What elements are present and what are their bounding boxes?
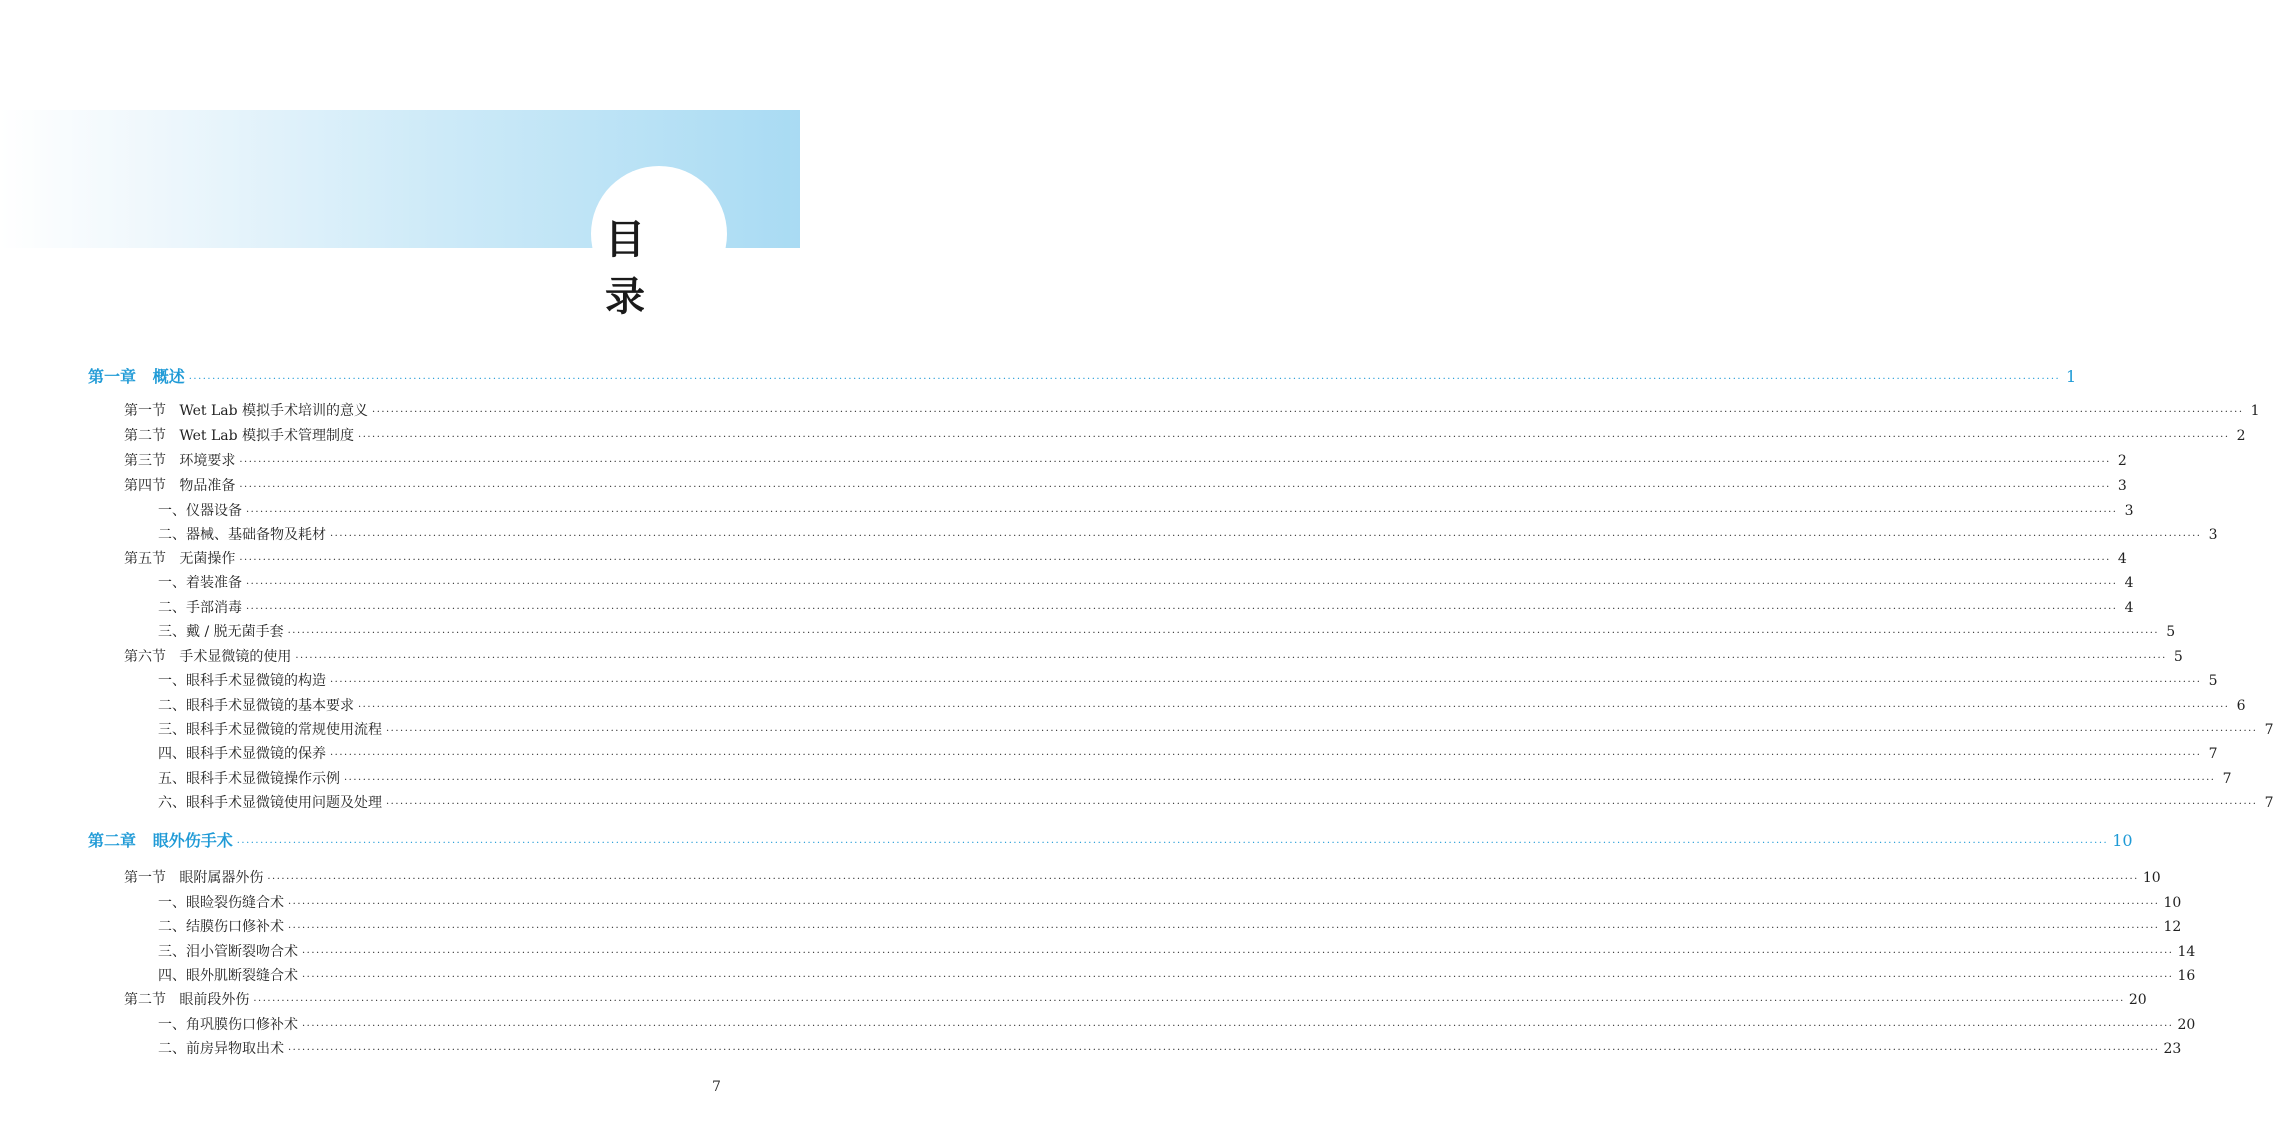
toc-entry-page: 7 — [2208, 746, 2218, 762]
toc-entry-page: 6 — [2236, 698, 2246, 714]
toc-entry-label: 三、泪小管断裂吻合术 — [158, 944, 298, 960]
toc-entry-label: 第五节 无菌操作 — [124, 551, 236, 567]
leader-dots: ················································································································································································································································································································································································································ — [288, 923, 2160, 934]
toc-entry-page: 7 — [2264, 722, 2273, 738]
toc-entry-label: 第二章 眼外伤手术 — [88, 831, 233, 850]
toc-section-entry[interactable] — [0, 547, 2127, 571]
toc-entry-label: 第六节 手术显微镜的使用 — [124, 649, 292, 665]
toc-item-entry[interactable] — [0, 940, 2196, 964]
toc-entry-page: 20 — [2177, 1017, 2196, 1033]
toc-entry-page: 1 — [2250, 403, 2260, 419]
toc-entry-label: 第一节 眼附属器外伤 — [124, 870, 264, 886]
leader-dots: ················································································································································································································································································································································································································ — [302, 948, 2174, 959]
toc-entry-page: 12 — [2163, 919, 2182, 935]
toc-entry-page: 10 — [2163, 895, 2182, 911]
leader-dots: ················································································································································································································································································································································································································ — [344, 775, 2216, 786]
toc-item-entry[interactable] — [0, 742, 2218, 766]
leader-dots: ················································································································································································································································································································································································································ — [188, 374, 2061, 385]
leader-dots: ················································································································································································································································································································································································································ — [358, 432, 2230, 443]
toc-entry-page: 23 — [2163, 1041, 2182, 1057]
toc-entry-page: 14 — [2177, 944, 2196, 960]
toc-entry-label: 一、仪器设备 — [158, 503, 242, 519]
leader-dots: ················································································································································································································································································································································································································ — [239, 555, 2111, 566]
leader-dots: ················································································································································································································································································································································································································ — [302, 972, 2174, 983]
toc-entry-page: 2 — [2117, 453, 2127, 469]
toc-entry-label: 第一节 Wet Lab 模拟手术培训的意义 — [124, 403, 369, 419]
toc-item-entry[interactable] — [0, 915, 2182, 939]
leader-dots: ················································································································································································································································································································································································································ — [372, 407, 2244, 418]
toc-section-entry[interactable] — [0, 474, 2127, 498]
toc-entry-label: 二、结膜伤口修补术 — [158, 919, 284, 935]
toc-item-entry[interactable] — [0, 523, 2218, 547]
toc-entry-page: 4 — [2124, 600, 2134, 616]
leader-dots: ················································································································································································································································································································································································································ — [246, 507, 2118, 518]
toc-entry-label: 二、手部消毒 — [158, 600, 242, 616]
toc-section-entry[interactable] — [0, 645, 2183, 669]
toc-item-entry[interactable] — [0, 1013, 2196, 1037]
toc-entry-label: 第二节 眼前段外伤 — [124, 992, 250, 1008]
leader-dots: ················································································································································································································································································································································································································ — [386, 799, 2258, 810]
toc-item-entry[interactable] — [0, 571, 2134, 595]
toc-entry-label: 第三节 环境要求 — [124, 453, 236, 469]
leader-dots: ················································································································································································································································································································································································································ — [246, 579, 2118, 590]
toc-section-entry[interactable] — [0, 424, 2246, 448]
leader-dots: ················································································································································································································································································································································································································ — [330, 531, 2202, 542]
toc-entry-label: 一、眼科手术显微镜的构造 — [158, 673, 326, 689]
toc-entry-label: 一、着装准备 — [158, 575, 242, 591]
toc-entry-page: 3 — [2124, 503, 2134, 519]
toc-item-entry[interactable] — [0, 620, 2176, 644]
leader-dots: ················································································································································································································································································································································································································ — [330, 677, 2202, 688]
toc-item-entry[interactable] — [0, 694, 2246, 718]
leader-dots: ················································································································································································································································································································································································································ — [302, 1021, 2174, 1032]
toc-item-entry[interactable] — [0, 718, 2273, 742]
leader-dots: ················································································································································································································································································································································································································ — [358, 702, 2230, 713]
page-title: 目 录 — [605, 217, 659, 320]
leader-dots: ················································································································································································································································································································································································································ — [330, 750, 2202, 761]
toc-item-entry[interactable] — [0, 791, 2273, 815]
leader-dots: ················································································································································································································································································································································································································ — [288, 899, 2160, 910]
toc-item-entry[interactable] — [0, 499, 2134, 523]
toc-item-entry[interactable] — [0, 669, 2218, 693]
leader-dots: ················································································································································································································································································································································································································ — [239, 482, 2111, 493]
toc-entry-label: 五、眼科手术显微镜操作示例 — [158, 771, 340, 787]
toc-entry-label: 第一章 概述 — [88, 367, 185, 386]
leader-dots: ················································································································································································································································································································································································································ — [288, 1045, 2160, 1056]
leader-dots: ················································································································································································································································································································································································································ — [236, 838, 2109, 849]
toc-entry-page: 5 — [2166, 624, 2176, 640]
leader-dots: ················································································································································································································································································································································································································ — [267, 874, 2139, 885]
leader-dots: ················································································································································································································································································································································································································ — [386, 726, 2258, 737]
leader-dots: ················································································································································································································································································································································································································ — [239, 457, 2111, 468]
toc-entry-label: 第二节 Wet Lab 模拟手术管理制度 — [124, 428, 355, 444]
toc-section-entry[interactable] — [0, 988, 2147, 1012]
toc-section-entry[interactable] — [0, 866, 2161, 890]
toc-section-entry[interactable] — [0, 399, 2260, 423]
toc-entry-page: 7 — [2264, 795, 2273, 811]
leader-dots: ················································································································································································································································································································································································································ — [246, 604, 2118, 615]
toc-chapter-entry[interactable] — [0, 365, 2077, 389]
toc-entry-page: 20 — [2128, 992, 2147, 1008]
toc-entry-page: 3 — [2208, 527, 2218, 543]
toc-entry-page: 7 — [2222, 771, 2232, 787]
toc-entry-page: 5 — [2173, 649, 2183, 665]
toc-item-entry[interactable] — [0, 1037, 2182, 1061]
toc-entry-label: 三、戴 / 脱无菌手套 — [158, 624, 284, 640]
toc-entry-label: 一、眼睑裂伤缝合术 — [158, 895, 284, 911]
toc-entry-page: 5 — [2208, 673, 2218, 689]
leader-dots: ················································································································································································································································································································································································································ — [287, 628, 2160, 639]
page-number: 7 — [712, 1079, 721, 1095]
toc-entry-page: 10 — [2142, 870, 2161, 886]
toc-item-entry[interactable] — [0, 891, 2182, 915]
toc-entry-page: 3 — [2117, 478, 2127, 494]
toc-item-entry[interactable] — [0, 767, 2232, 791]
toc-section-entry[interactable] — [0, 449, 2127, 473]
toc-entry-label: 四、眼科手术显微镜的保养 — [158, 746, 326, 762]
toc-entry-label: 一、角巩膜伤口修补术 — [158, 1017, 298, 1033]
toc-chapter-entry[interactable] — [0, 829, 2133, 853]
toc-entry-page: 4 — [2117, 551, 2127, 567]
toc-item-entry[interactable] — [0, 964, 2196, 988]
toc-entry-page: 16 — [2177, 968, 2196, 984]
leader-dots: ················································································································································································································································································································································································································ — [295, 653, 2167, 664]
toc-entry-page: 1 — [2066, 367, 2077, 386]
toc-entry-label: 二、眼科手术显微镜的基本要求 — [158, 698, 354, 714]
toc-item-entry[interactable] — [0, 596, 2134, 620]
toc-entry-page: 4 — [2124, 575, 2134, 591]
leader-dots: ················································································································································································································································································································································································································ — [253, 996, 2125, 1007]
toc-entry-label: 六、眼科手术显微镜使用问题及处理 — [158, 795, 382, 811]
toc-entry-page: 2 — [2236, 428, 2246, 444]
toc-entry-label: 二、器械、基础备物及耗材 — [158, 527, 326, 543]
toc-entry-label: 四、眼外肌断裂缝合术 — [158, 968, 298, 984]
toc-entry-label: 第四节 物品准备 — [124, 478, 236, 494]
toc-entry-label: 三、眼科手术显微镜的常规使用流程 — [158, 722, 382, 738]
toc-entry-label: 二、前房异物取出术 — [158, 1041, 284, 1057]
toc-entry-page: 10 — [2112, 831, 2133, 850]
